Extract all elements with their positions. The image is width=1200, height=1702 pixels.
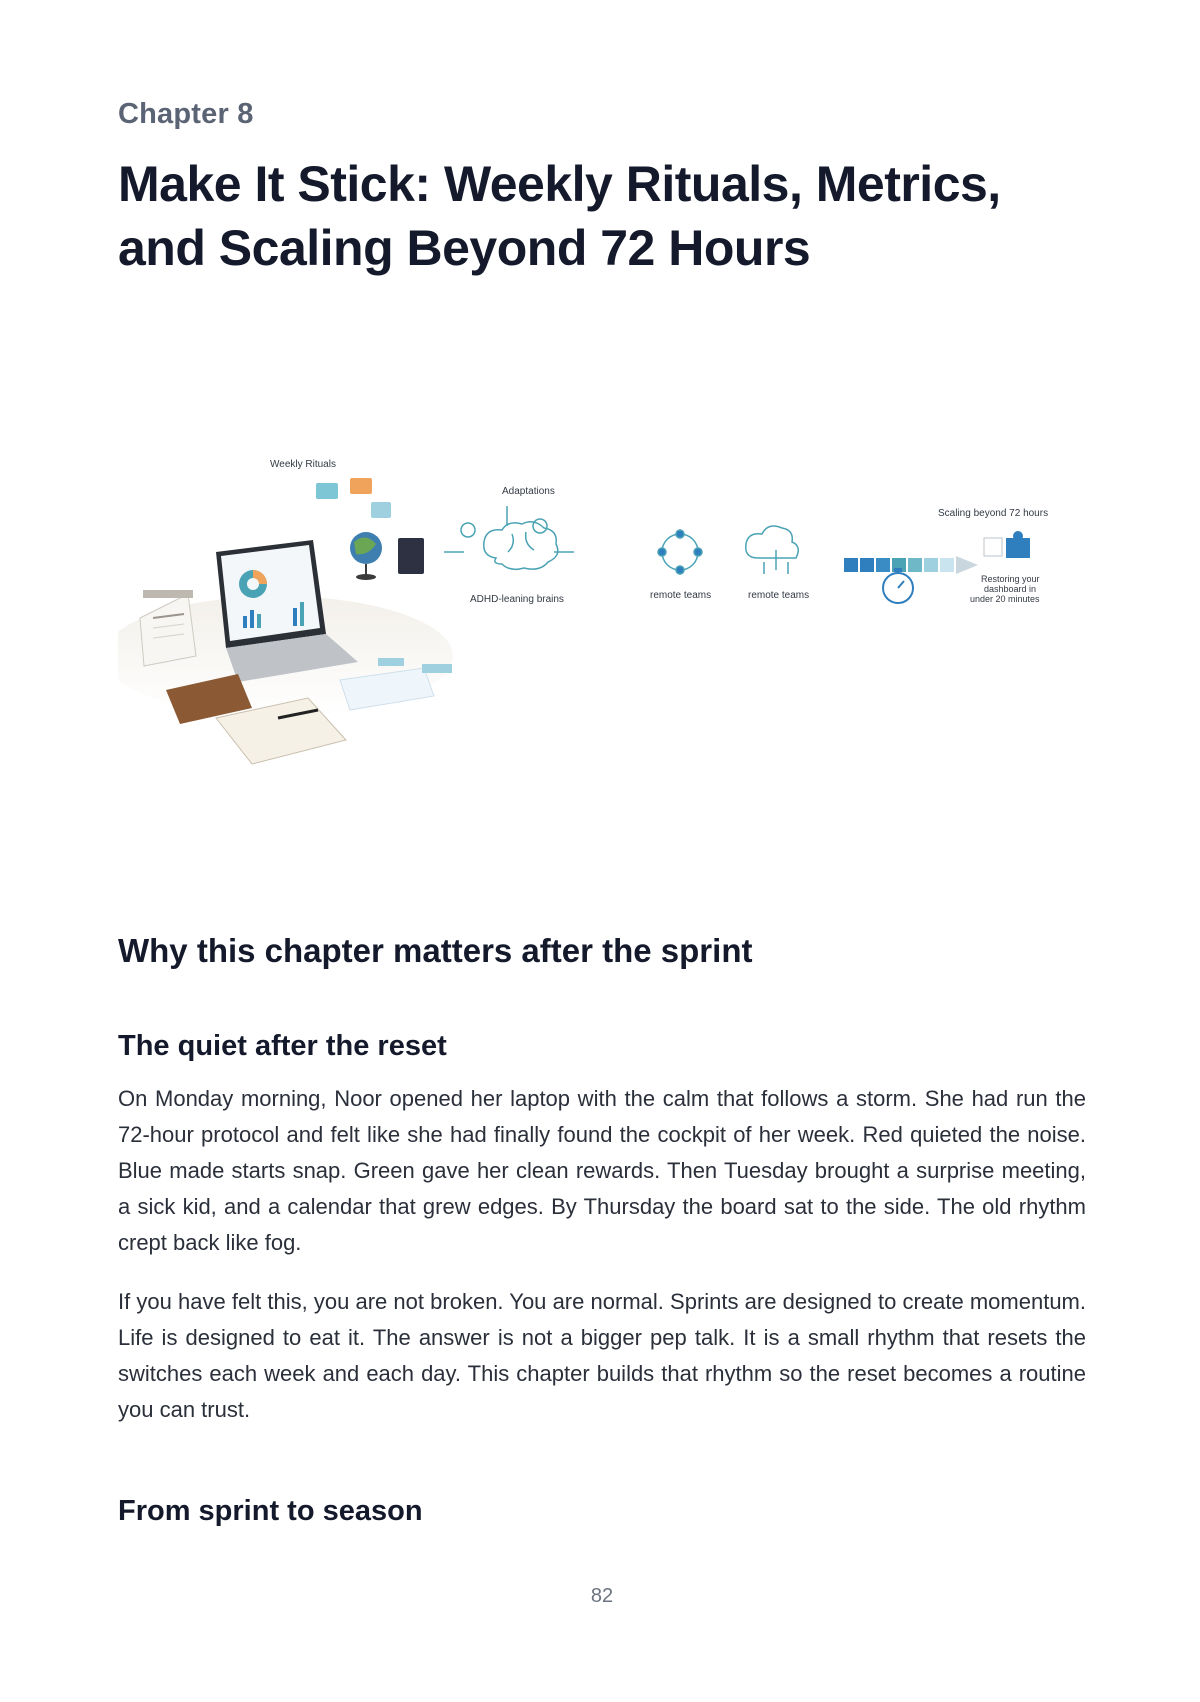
subsection-heading-quiet: The quiet after the reset <box>118 1030 447 1062</box>
sticky-note <box>378 658 404 666</box>
body-paragraph-1: On Monday morning, Noor opened her laptop with the calm that follows a storm. She had run the 72-hour protocol and felt like she had finally found the cockpit of her week. Red quieted the noise. Blue made starts snap. Green gave her clean rewards. Then Tuesday brought a surprise meeting, a sick kid, and a calendar that grew edges. By Thursday the board sat to the side. The old rhythm crept back like fog. <box>118 1086 1086 1255</box>
cloud-sync-icon <box>746 526 799 574</box>
chat-bubble-icon <box>350 478 372 494</box>
illustration-svg <box>118 326 1086 882</box>
label-adaptations: Adaptations <box>502 486 555 497</box>
label-adhd: ADHD-leaning brains <box>470 594 564 605</box>
chat-bubble-icon <box>316 483 338 499</box>
label-remote-teams-2: remote teams <box>748 590 810 601</box>
team-network-icon <box>658 530 702 574</box>
progress-timeline <box>844 556 978 574</box>
label-restoring-line3: under 20 minutes <box>970 594 1040 604</box>
label-remote-teams-1: remote teams <box>650 590 712 601</box>
page-number: 82 <box>590 1585 614 1607</box>
stopwatch-icon <box>883 568 913 603</box>
section-heading: Why this chapter matters after the sprint <box>118 932 753 969</box>
label-weekly-rituals: Weekly Rituals <box>270 459 336 470</box>
puzzle-icon <box>984 531 1030 558</box>
body-paragraph-2: If you have felt this, you are not broken. You are normal. Sprints are designed to create momentum. Life is designed to eat it. The answer is not a bigger pep talk. It is a small rhythm that resets the switches each week and each day. This chapter builds that rhythm so the reset becomes a routine you can trust. <box>118 1289 1086 1422</box>
desk-calendar-icon <box>140 590 196 666</box>
chapter-title: Make It Stick: Weekly Rituals, Metrics, and Scaling Beyond 72 Hours <box>118 156 1001 276</box>
sticky-note <box>422 664 452 673</box>
chapter-label: Chapter 8 <box>118 98 254 130</box>
label-restoring-line1: Restoring your <box>981 574 1040 584</box>
passport-icon <box>398 538 424 574</box>
chapter-illustration <box>118 326 1086 882</box>
label-restoring-line2: dashboard in <box>984 584 1037 594</box>
gear-icon <box>533 519 547 533</box>
globe-icon <box>350 532 382 580</box>
subsection-heading-season: From sprint to season <box>118 1495 423 1527</box>
chat-bubble-icon <box>371 502 391 518</box>
gear-icon <box>461 523 475 537</box>
label-scaling: Scaling beyond 72 hours <box>938 508 1049 519</box>
